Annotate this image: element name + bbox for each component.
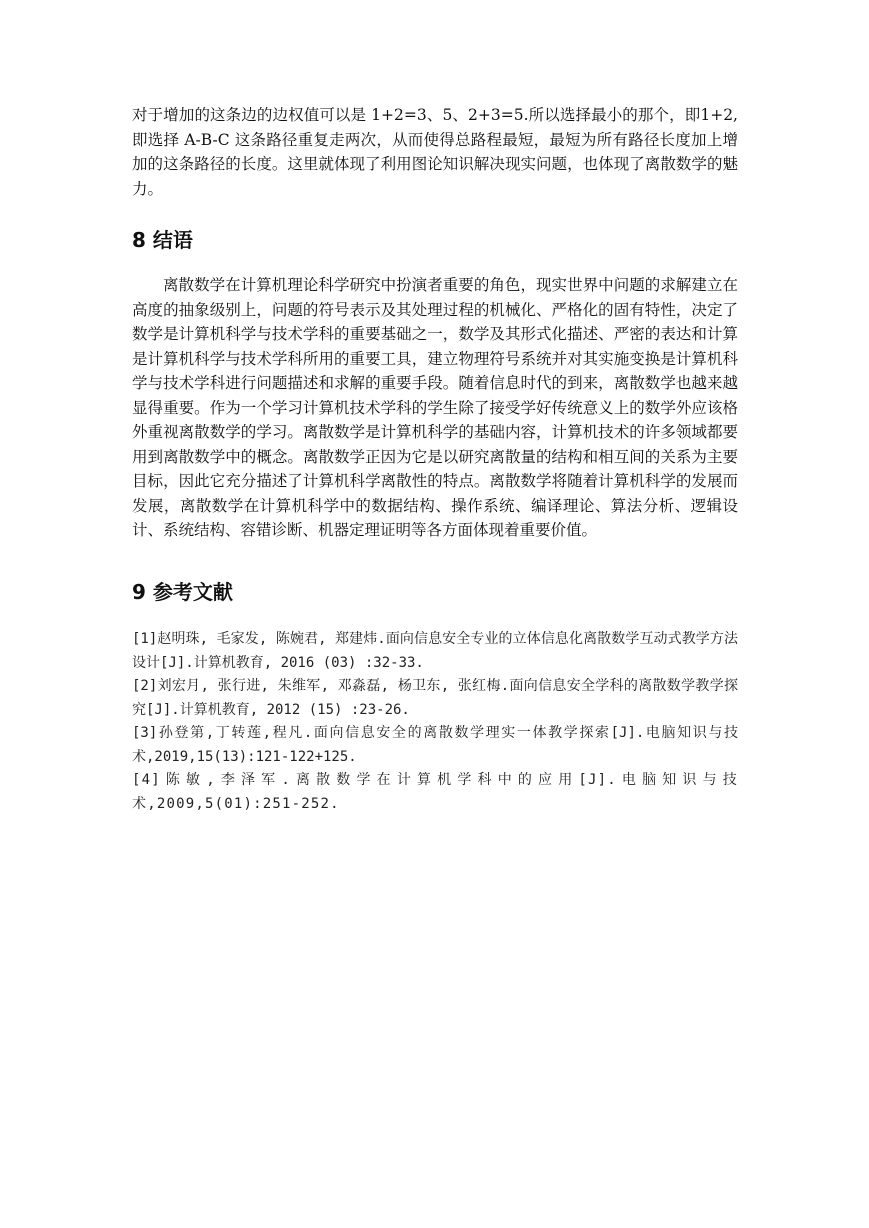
section7-closing-paragraph: 对于增加的这条边的边权值可以是 1+2=3、5、2+3=5.所以选择最小的那个，即1+2,即选择 A-B-C 这条路径重复走两次，从而使得总路程最短，最短为所有路径长度加上增加的这条路径的长度。这里就体现了利用图论知识解决现实问题，也体现了离散数学的魅力。 xyxy=(132,106,738,198)
conclusion-paragraph: 离散数学在计算机理论科学研究中扮演者重要的角色，现实世界中问题的求解建立在高度的抽象级别上，问题的符号表示及其处理过程的机械化、严格化的固有特性，决定了数学是计算机科学与技术学科的重要基础之一，数学及其形式化描述、严密的表达和计算是计算机科学与技术学科所用的重要工具，建立物理符号系统并对其实施变换是计算机科学与技术学科进行问题描述和求解的重要手段。随着信息时代的到来，离散数学也越来越显得重要。作为一个学习计算机技术学科的学生除了接受学好传统意义上的数学外应该格外重视离散数学的学习。离散数学是计算机科学的基础内容，计算机技术的许多领域都要用到离散数学中的概念。离散数学正因为它是以研究离散量的结构和相互间的关系为主要目标，因此它充分描述了计算机科学离散性的特点。离散数学将随着计算机科学的发展而发展，离散数学在计算机科学中的数据结构、操作系统、编译理论、算法分析、逻辑设计、系统结构、容错诊断、机器定理证明等各方面体现着重要价值。 xyxy=(132,276,738,539)
section8-body xyxy=(132,273,738,543)
reference-list xyxy=(132,628,738,816)
reference-item-4: [4]陈敏,李泽军.离散数学在计算机学科中的应用[J].电脑知识与技术,2009,5(01):251-252. xyxy=(132,772,738,812)
reference-item-3: [3]孙登第,丁转莲,程凡.面向信息安全的离散数学理实一体教学探索[J].电脑知识与技术,2019,15(13):121-122+125. xyxy=(132,725,738,765)
section8-heading: 8 结语 xyxy=(132,228,193,252)
section9-heading: 9 参考文献 xyxy=(132,580,233,604)
reference-item-2: [2]刘宏月, 张行进, 朱维军, 邓淼磊, 杨卫东, 张红梅.面向信息安全学科的离散数学教学探究[J].计算机教育, 2012 (15) :23-26. xyxy=(132,678,738,718)
reference-item-1: [1]赵明珠, 毛家发, 陈婉君, 郑建炜.面向信息安全专业的立体信息化离散数学互动式教学方法设计[J].计算机教育, 2016 (03) :32-33. xyxy=(132,631,738,671)
